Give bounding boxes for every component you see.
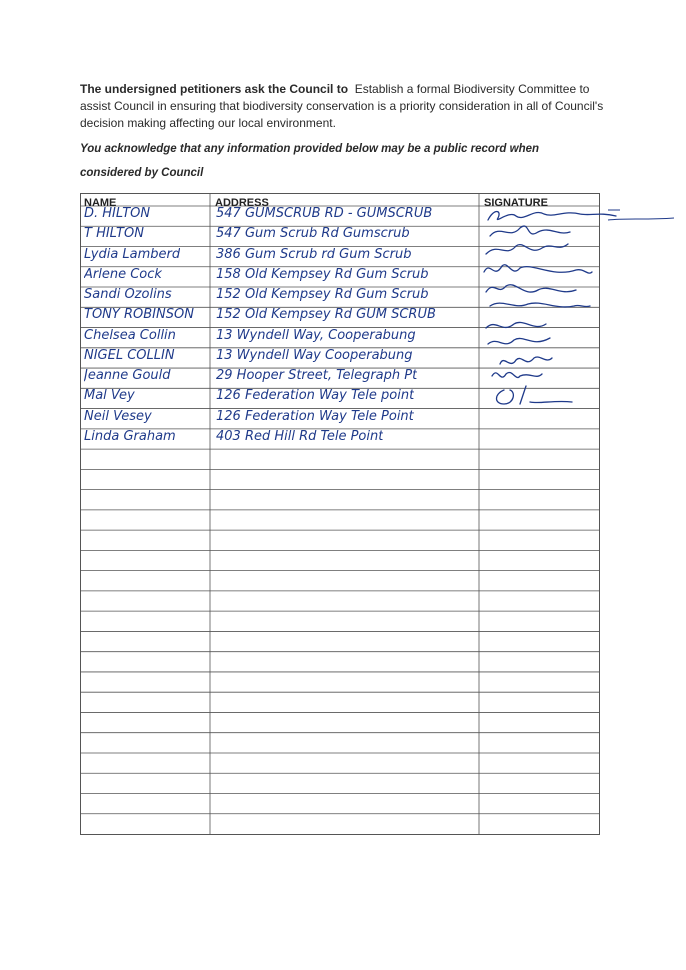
entry-address: 547 Gum Scrub Rd Gumscrub <box>216 227 410 242</box>
entry-name: Lydia Lamberd <box>84 247 181 262</box>
entry-address: 547 GUMSCRUB RD - GUMSCRUB <box>216 207 433 221</box>
acknowledgement-line-1: You acknowledge that any information provided below may be a public record when <box>80 143 540 155</box>
signature-2 <box>490 226 570 236</box>
margin-line <box>606 206 676 226</box>
entry-address: 126 Federation Way Tele point <box>216 389 415 404</box>
signature-4 <box>484 265 592 273</box>
signature-1 <box>488 212 616 221</box>
entry-name: Sandi Ozolins <box>84 288 172 303</box>
entry-address: 126 Federation Way Tele Point <box>216 409 414 424</box>
entry-name: Chelsea Collin <box>84 328 176 343</box>
signature-5 <box>486 285 576 292</box>
header-signature: SIGNATURE <box>484 197 548 209</box>
entry-address: 13 Wyndell Way, Cooperabung <box>216 328 416 343</box>
entry-address: 386 Gum Scrub rd Gum Scrub <box>216 247 412 262</box>
entry-name: TONY ROBINSON <box>84 308 194 323</box>
signature-10 <box>492 372 542 377</box>
entry-address: 158 Old Kempsey Rd Gum Scrub <box>216 267 429 282</box>
acknowledgement-line-2: considered by Council <box>80 167 204 179</box>
header-address: ADDRESS <box>215 197 269 209</box>
signature-11 <box>497 386 573 404</box>
petition-lead: The undersigned petitioners ask the Council to <box>80 82 349 96</box>
entry-name: T HILTON <box>84 227 144 242</box>
entry-address: 13 Wyndell Way Cooperabung <box>216 348 413 363</box>
signature-9 <box>500 357 552 364</box>
signature-8 <box>488 338 550 344</box>
petition-body: Establish a formal Biodiversity Committee to assist Council in ensuring that biodiversity conservation is a priority consideration in all of Council's decision making affecting our local environment. <box>80 82 604 130</box>
entry-name: NIGEL COLLIN <box>84 348 175 363</box>
entry-name: Linda Graham <box>84 429 176 444</box>
entry-name: D. HILTON <box>84 207 151 221</box>
signature-7 <box>486 322 546 328</box>
entry-address: 152 Old Kempsey Rd Gum Scrub <box>216 288 429 303</box>
entry-address: 152 Old Kempsey Rd GUM SCRUB <box>216 308 436 323</box>
entry-address: 29 Hooper Street, Telegraph Pt <box>216 369 418 384</box>
entry-name: Mal Vey <box>84 389 135 404</box>
signature-6 <box>490 303 590 307</box>
signature-scribbles <box>480 206 620 406</box>
header-name: NAME <box>84 197 117 209</box>
signature-3 <box>486 244 568 254</box>
entry-name: Jeanne Gould <box>84 369 171 384</box>
entry-name: Arlene Cock <box>84 267 162 282</box>
entry-name: Neil Vesey <box>84 409 152 424</box>
entry-address: 403 Red Hill Rd Tele Point <box>216 429 384 444</box>
petition-intro <box>80 81 620 132</box>
